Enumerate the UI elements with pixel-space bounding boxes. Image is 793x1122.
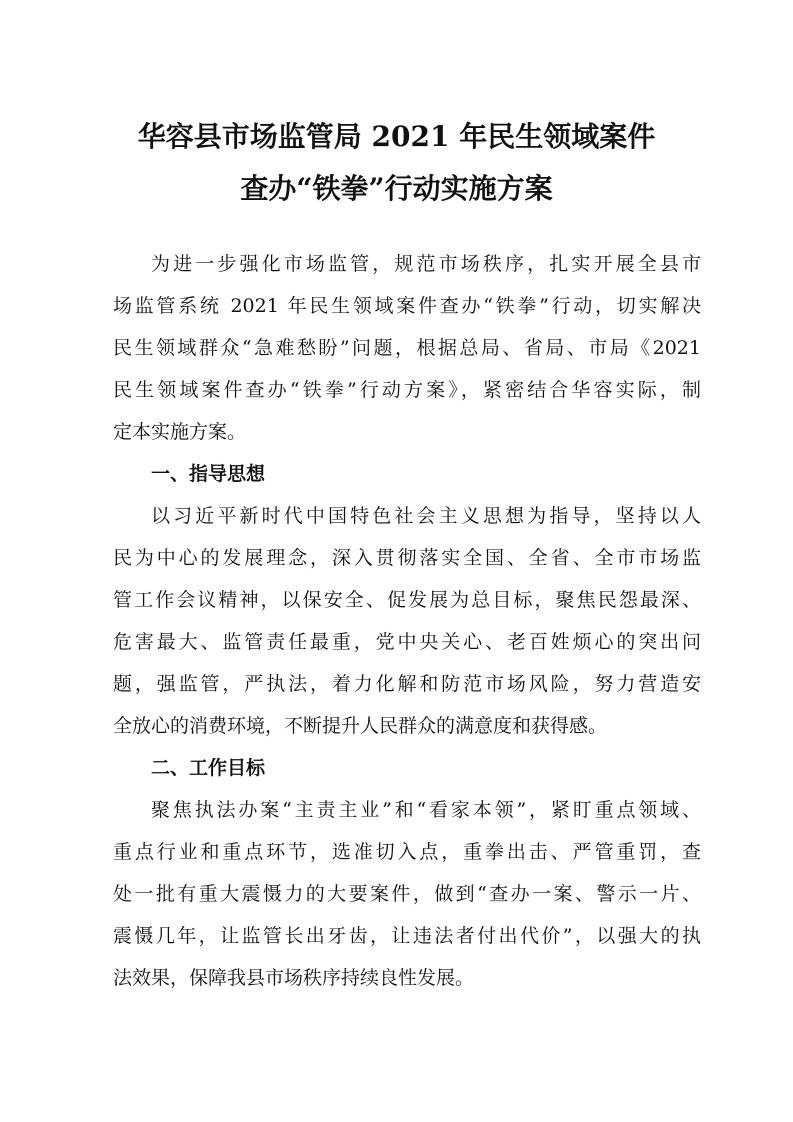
intro-paragraph-line: 民生领域群众“急难愁盼”问题，根据总局、省局、市局《2021 (113, 337, 701, 359)
section1-paragraph-line: 危害最大、监管责任最重，党中央关心、老百姓烦心的突出问 (113, 631, 701, 653)
section2-paragraph-line: 聚焦执法办案“主责主业”和“看家本领”，紧盯重点领域、 (151, 799, 701, 821)
section2-paragraph-line: 法效果，保障我县市场秩序持续良性发展。 (113, 967, 475, 989)
intro-paragraph-line: 为进一步强化市场监管，规范市场秩序，扎实开展全县市 (151, 253, 701, 275)
document-title-line-2: 查办“铁拳”行动实施方案 (240, 172, 553, 205)
section1-paragraph-line: 管工作会议精神，以保安全、促发展为总目标，聚焦民怨最深、 (113, 589, 701, 611)
section-heading-guiding-ideology: 一、指导思想 (151, 463, 266, 485)
section2-paragraph-line: 震慑几年，让监管长出牙齿，让违法者付出代价”，以强大的执 (113, 925, 701, 947)
intro-paragraph-line: 定本实施方案。 (113, 421, 247, 443)
section1-paragraph-line: 以习近平新时代中国特色社会主义思想为指导，坚持以人 (151, 505, 701, 527)
section2-paragraph-line: 处一批有重大震慑力的大要案件，做到“查办一案、警示一片、 (113, 883, 701, 905)
section-heading-work-goals: 二、工作目标 (151, 757, 266, 779)
section2-paragraph-line: 重点行业和重点环节，选准切入点，重拳出击、严管重罚，查 (113, 841, 701, 863)
intro-paragraph-line: 场监管系统 2021 年民生领域案件查办“铁拳”行动，切实解决 (113, 295, 701, 317)
section1-paragraph-line: 民为中心的发展理念，深入贯彻落实全国、全省、全市市场监 (113, 547, 701, 569)
document-title-line-1: 华容县市场监管局 2021 年民生领域案件 (137, 120, 656, 153)
section1-paragraph-line: 全放心的消费环境，不断提升人民群众的满意度和获得感。 (113, 715, 608, 737)
section1-paragraph-line: 题，强监管，严执法，着力化解和防范市场风险，努力营造安 (113, 673, 701, 695)
intro-paragraph-line: 民生领域案件查办“铁拳”行动方案》，紧密结合华容实际，制 (113, 379, 701, 401)
